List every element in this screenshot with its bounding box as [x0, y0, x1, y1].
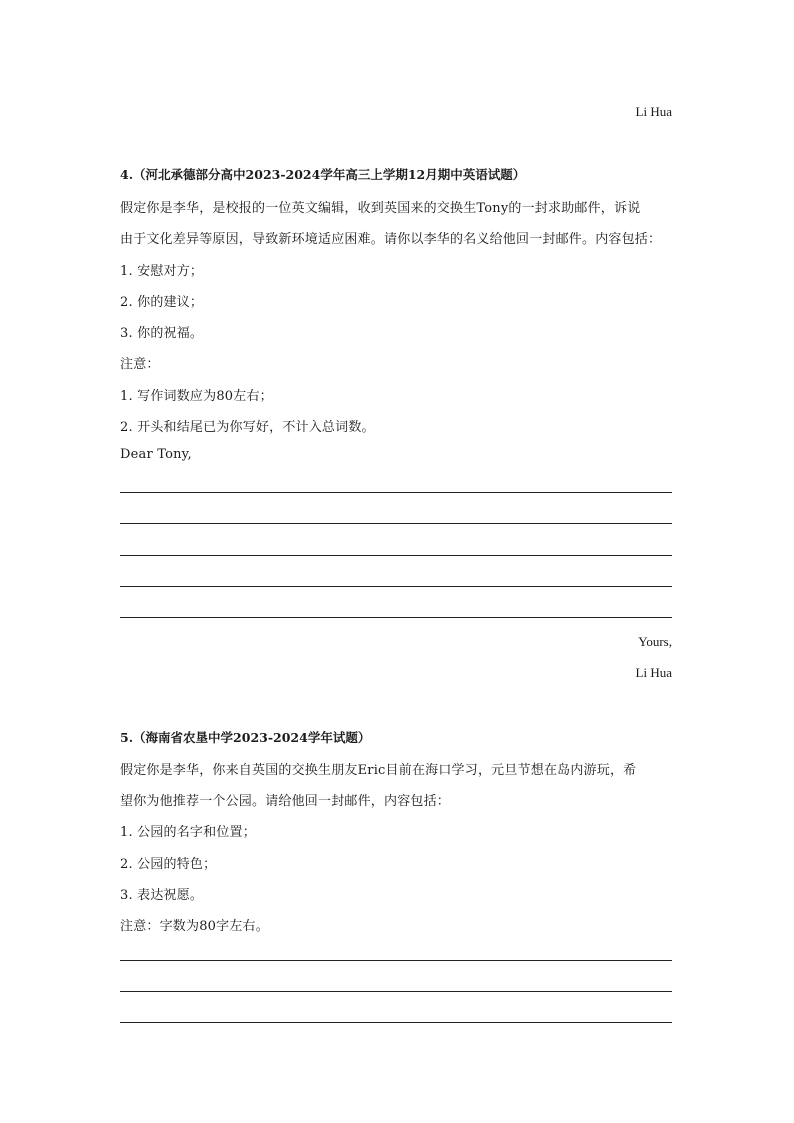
- requirement-item: 3. 你的祝福。: [120, 326, 204, 341]
- writing-line[interactable]: [120, 523, 672, 524]
- prompt-line: 假定你是李华，是校报的一位英文编辑，收到英国来的交换生Tony的一封求助邮件，诉说: [120, 201, 641, 216]
- writing-line[interactable]: [120, 617, 672, 618]
- greeting: Dear Tony,: [120, 447, 192, 462]
- prompt-line: 假定你是李华，你来自英国的交换生朋友Eric目前在海口学习，元旦节想在岛内游玩，希: [120, 763, 637, 778]
- signature: Li Hua: [635, 104, 672, 119]
- writing-line[interactable]: [120, 492, 672, 493]
- writing-line[interactable]: [120, 555, 672, 556]
- writing-line[interactable]: [120, 991, 672, 992]
- note-item: 1. 写作词数应为80左右；: [120, 389, 273, 404]
- prompt-line: 望你为他推荐一个公园。请给他回一封邮件，内容包括：: [120, 794, 451, 809]
- note-item: 2. 开头和结尾已为你写好，不计入总词数。: [120, 420, 375, 435]
- requirement-item: 1. 安慰对方；: [120, 264, 204, 279]
- requirement-item: 3. 表达祝愿。: [120, 888, 204, 903]
- requirement-item: 2. 你的建议；: [120, 295, 204, 310]
- question-heading: 4.（河北承德部分高中2023-2024学年高三上学期12月期中英语试题）: [120, 167, 526, 182]
- closing: Yours,: [638, 634, 672, 649]
- signature: Li Hua: [635, 665, 672, 680]
- question-heading: 5.（海南省农垦中学2023-2024学年试题）: [120, 730, 371, 745]
- note-label: 注意：: [120, 357, 160, 372]
- prompt-line: 由于文化差异等原因，导致新环境适应困难。请你以李华的名义给他回一封邮件。内容包括：: [120, 232, 662, 247]
- writing-line[interactable]: [120, 960, 672, 961]
- note: 注意：字数为80字左右。: [120, 919, 269, 934]
- writing-line[interactable]: [120, 586, 672, 587]
- writing-line[interactable]: [120, 1022, 672, 1023]
- requirement-item: 1. 公园的名字和位置；: [120, 825, 256, 840]
- requirement-item: 2. 公园的特色；: [120, 857, 217, 872]
